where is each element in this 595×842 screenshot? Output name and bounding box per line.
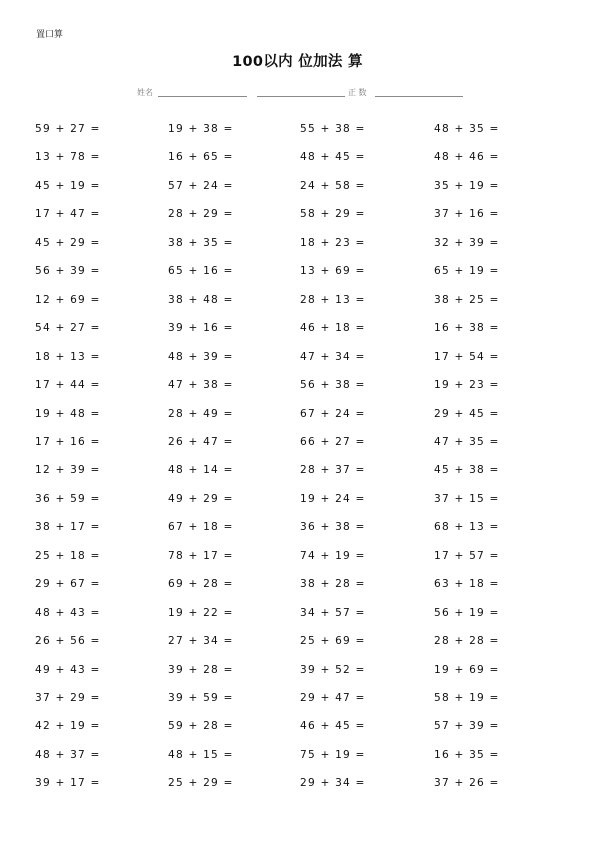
problem-item: 48 + 46 =	[434, 151, 500, 164]
problem-item: 56 + 19 =	[434, 606, 500, 619]
problem-item: 26 + 56 =	[35, 635, 101, 648]
problem-item: 75 + 19 =	[300, 748, 366, 761]
name-label: 姓名	[137, 88, 153, 97]
problem-item: 37 + 16 =	[434, 208, 500, 221]
problem-item: 47 + 38 =	[168, 379, 234, 392]
problem-item: 28 + 13 =	[300, 293, 366, 306]
problem-item: 25 + 69 =	[300, 635, 366, 648]
problem-item: 67 + 18 =	[168, 521, 234, 534]
problem-item: 35 + 19 =	[434, 179, 500, 192]
problem-item: 39 + 52 =	[300, 663, 366, 676]
problem-item: 12 + 39 =	[35, 464, 101, 477]
problem-item: 36 + 38 =	[300, 521, 366, 534]
problem-item: 48 + 37 =	[35, 748, 101, 761]
problem-item: 46 + 18 =	[300, 322, 366, 335]
problem-item: 38 + 48 =	[168, 293, 234, 306]
problem-item: 29 + 47 =	[300, 692, 366, 704]
problem-item: 57 + 39 =	[434, 720, 500, 733]
problem-item: 56 + 39 =	[35, 265, 101, 278]
problem-item: 42 + 19 =	[35, 720, 101, 733]
problem-item: 45 + 19 =	[35, 179, 101, 192]
problem-item: 38 + 35 =	[168, 236, 234, 249]
problem-item: 58 + 19 =	[434, 692, 500, 704]
problem-item: 48 + 14 =	[168, 464, 234, 477]
problem-item: 67 + 24 =	[300, 407, 366, 420]
problem-item: 45 + 38 =	[434, 464, 500, 477]
problem-item: 17 + 47 =	[35, 208, 101, 221]
problem-item: 27 + 34 =	[168, 635, 234, 648]
problem-item: 39 + 28 =	[168, 663, 234, 676]
problem-item: 16 + 35 =	[434, 748, 500, 761]
problem-item: 68 + 13 =	[434, 521, 500, 534]
problem-item: 56 + 38 =	[300, 379, 366, 392]
problem-item: 59 + 27 =	[35, 123, 101, 135]
problem-item: 66 + 27 =	[300, 435, 366, 448]
problem-item: 17 + 16 =	[35, 435, 101, 448]
problem-item: 38 + 25 =	[434, 293, 500, 306]
problem-item: 29 + 67 =	[35, 578, 101, 591]
problem-item: 28 + 28 =	[434, 635, 500, 648]
problem-item: 46 + 45 =	[300, 720, 366, 733]
problem-item: 19 + 22 =	[168, 606, 234, 619]
problem-item: 39 + 17 =	[35, 777, 101, 790]
problem-item: 63 + 18 =	[434, 578, 500, 591]
problem-item: 13 + 78 =	[35, 151, 101, 164]
problem-item: 49 + 43 =	[35, 663, 101, 676]
problem-item: 38 + 17 =	[35, 521, 101, 534]
problem-item: 48 + 15 =	[168, 748, 234, 761]
problem-item: 37 + 26 =	[434, 777, 500, 790]
problem-item: 26 + 47 =	[168, 435, 234, 448]
problem-item: 16 + 38 =	[434, 322, 500, 335]
problem-item: 25 + 18 =	[35, 549, 101, 562]
problem-item: 25 + 29 =	[168, 777, 234, 790]
problem-item: 17 + 44 =	[35, 379, 101, 392]
problem-item: 28 + 49 =	[168, 407, 234, 420]
problem-item: 34 + 57 =	[300, 606, 366, 619]
problem-item: 29 + 45 =	[434, 407, 500, 420]
problem-item: 28 + 29 =	[168, 208, 234, 221]
problem-item: 48 + 39 =	[168, 350, 234, 363]
problem-item: 39 + 16 =	[168, 322, 234, 335]
problem-item: 32 + 39 =	[434, 236, 500, 249]
problem-item: 29 + 34 =	[300, 777, 366, 790]
problem-item: 48 + 35 =	[434, 123, 500, 135]
problem-item: 18 + 13 =	[35, 350, 101, 363]
problem-item: 39 + 59 =	[168, 692, 234, 704]
problem-item: 12 + 69 =	[35, 293, 101, 306]
problem-item: 47 + 35 =	[434, 435, 500, 448]
problem-item: 19 + 48 =	[35, 407, 101, 420]
problem-item: 78 + 17 =	[168, 549, 234, 562]
problem-item: 69 + 28 =	[168, 578, 234, 591]
problem-item: 19 + 23 =	[434, 379, 500, 392]
problem-item: 17 + 54 =	[434, 350, 500, 363]
problem-item: 16 + 65 =	[168, 151, 234, 164]
problem-item: 65 + 16 =	[168, 265, 234, 278]
problem-item: 48 + 45 =	[300, 151, 366, 164]
problem-item: 13 + 69 =	[300, 265, 366, 278]
problem-item: 24 + 58 =	[300, 179, 366, 192]
problem-item: 19 + 24 =	[300, 492, 366, 505]
problem-item: 45 + 29 =	[35, 236, 101, 249]
problem-item: 19 + 69 =	[434, 663, 500, 676]
problem-item: 17 + 57 =	[434, 549, 500, 562]
problem-item: 28 + 37 =	[300, 464, 366, 477]
problem-item: 57 + 24 =	[168, 179, 234, 192]
problem-item: 38 + 28 =	[300, 578, 366, 591]
header-corner-label: 置口算	[36, 30, 64, 40]
page-title: 100以内 位加法 算	[232, 54, 363, 70]
problem-item: 55 + 38 =	[300, 123, 366, 135]
problem-item: 58 + 29 =	[300, 208, 366, 221]
problem-item: 54 + 27 =	[35, 322, 101, 335]
problem-item: 36 + 59 =	[35, 492, 101, 505]
problem-item: 74 + 19 =	[300, 549, 366, 562]
problem-item: 59 + 28 =	[168, 720, 234, 733]
problem-item: 49 + 29 =	[168, 492, 234, 505]
problem-item: 37 + 15 =	[434, 492, 500, 505]
problem-item: 18 + 23 =	[300, 236, 366, 249]
problem-item: 47 + 34 =	[300, 350, 366, 363]
problem-item: 19 + 38 =	[168, 123, 234, 135]
problem-item: 65 + 19 =	[434, 265, 500, 278]
problem-item: 37 + 29 =	[35, 692, 101, 704]
problem-item: 48 + 43 =	[35, 606, 101, 619]
correct-count-label: 正 数	[348, 88, 367, 97]
